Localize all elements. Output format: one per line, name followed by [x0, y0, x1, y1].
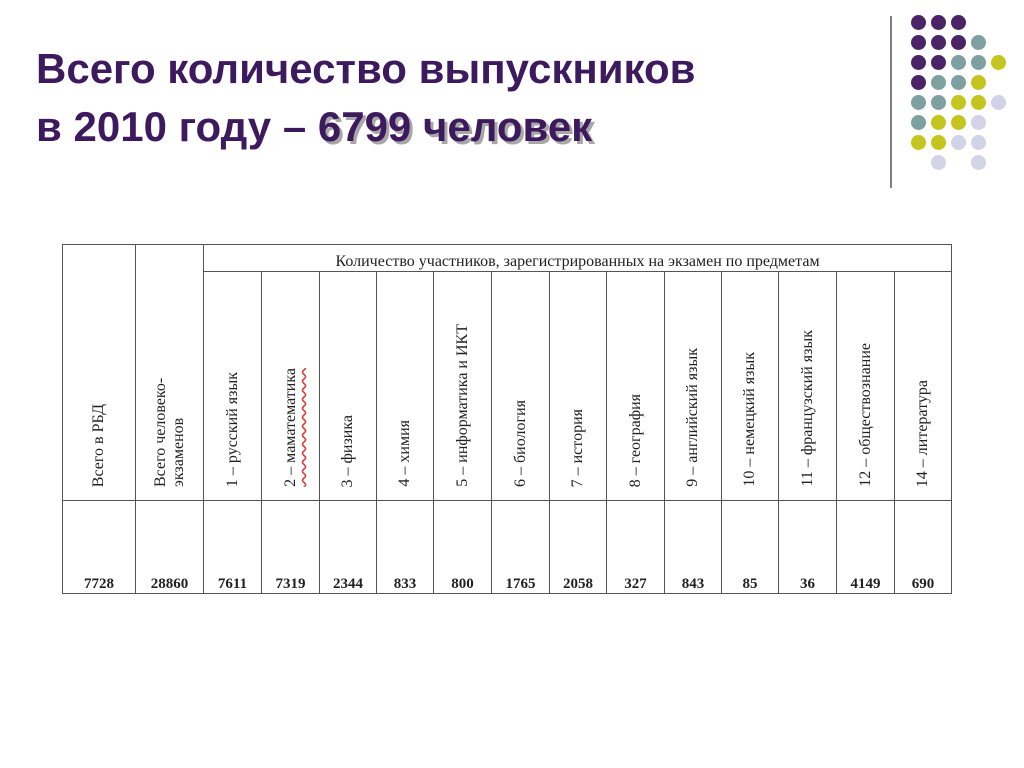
decor-dot [951, 135, 966, 150]
decor-dot [931, 115, 946, 130]
header-label: Всего человеко-экзаменов [151, 377, 187, 487]
decor-dot [911, 95, 926, 110]
decor-dot [971, 55, 986, 70]
header-group-subjects: Количество участников, зарегистрированных на экзамен по предметам [204, 245, 952, 272]
decor-dot [971, 75, 986, 90]
cell-literature: 690 [895, 501, 952, 594]
header-label: 10 – немецкий язык [741, 352, 758, 487]
header-label: 3 – физика [339, 414, 356, 487]
header-label: 1 – русский язык [223, 371, 241, 487]
decor-dot [951, 95, 966, 110]
decor-dot [971, 35, 986, 50]
header-label: 14 – литература [914, 379, 932, 487]
header-label: 11 – французский язык [798, 330, 816, 487]
decor-dot [931, 15, 946, 30]
decor-dot [911, 135, 926, 150]
cell-biology: 1765 [492, 501, 550, 594]
decor-dot [911, 55, 926, 70]
header-label: 4 – химия [396, 420, 413, 487]
participants-grid [62, 244, 952, 594]
title-highlight-total: 6799 человек [317, 103, 593, 150]
header-subject-russian [204, 272, 262, 501]
cell-total-rbd: 7728 [63, 501, 136, 594]
decor-dot [951, 115, 966, 130]
decor-dot [991, 55, 1006, 70]
header-label: 9 – английский язык [684, 348, 701, 487]
cell-french: 36 [779, 501, 837, 594]
cell-informatics: 800 [434, 501, 492, 594]
header-label: 7 – история [569, 408, 586, 487]
header-subject-literature [895, 272, 952, 501]
header-subject-math [262, 272, 320, 501]
decor-dot [971, 95, 986, 110]
decor-dot [951, 55, 966, 70]
header-total-exams [136, 245, 204, 501]
title-line-2-prefix: в 2010 году – [36, 103, 318, 150]
decor-dot [931, 75, 946, 90]
decor-dot [971, 135, 986, 150]
cell-russian: 7611 [204, 501, 262, 594]
decor-dot [951, 75, 966, 90]
header-label: 2 – маматематика [281, 368, 299, 487]
decor-dot [931, 35, 946, 50]
header-subject-german [722, 272, 779, 501]
header-subject-french [779, 272, 837, 501]
header-subject-chemistry [377, 272, 434, 501]
decor-divider-line [890, 16, 892, 188]
header-label: 12 – обществознание [856, 343, 874, 487]
header-subject-english [665, 272, 722, 501]
header-subject-biology [492, 272, 550, 501]
decor-dot [991, 95, 1006, 110]
decor-dot [951, 35, 966, 50]
decor-dot [951, 15, 966, 30]
table-row [63, 501, 952, 594]
cell-english: 843 [665, 501, 722, 594]
cell-math: 7319 [262, 501, 320, 594]
title-line-2 [36, 98, 836, 156]
cell-german: 85 [722, 501, 779, 594]
decor-dot [911, 75, 926, 90]
header-subject-informatics [434, 272, 492, 501]
header-label: 5 – информатика и ИКТ [453, 324, 471, 487]
cell-social-studies: 4149 [837, 501, 895, 594]
header-total-rbd [63, 245, 136, 501]
decor-dot [931, 55, 946, 70]
decor-dot [971, 155, 986, 170]
cell-chemistry: 833 [377, 501, 434, 594]
decor-dot [931, 95, 946, 110]
cell-total-exams: 28860 [136, 501, 204, 594]
cell-history: 2058 [550, 501, 607, 594]
header-subject-geography [607, 272, 665, 501]
header-subject-social-studies [837, 272, 895, 501]
header-label: Всего в РБД [90, 403, 107, 487]
decor-dot [911, 115, 926, 130]
title-line-1: Всего количество выпускников [36, 45, 696, 92]
slide-title [36, 40, 836, 156]
header-subject-history [550, 272, 607, 501]
header-label: 6 – биология [511, 400, 529, 487]
exam-participants-table [62, 244, 955, 609]
cell-geography: 327 [607, 501, 665, 594]
decor-dot [911, 35, 926, 50]
decor-dot [931, 155, 946, 170]
header-subject-physics [320, 272, 377, 501]
cell-physics: 2344 [320, 501, 377, 594]
decor-dot [911, 15, 926, 30]
decor-dot [931, 135, 946, 150]
decor-dot [971, 115, 986, 130]
header-label: 8 – география [626, 393, 644, 487]
